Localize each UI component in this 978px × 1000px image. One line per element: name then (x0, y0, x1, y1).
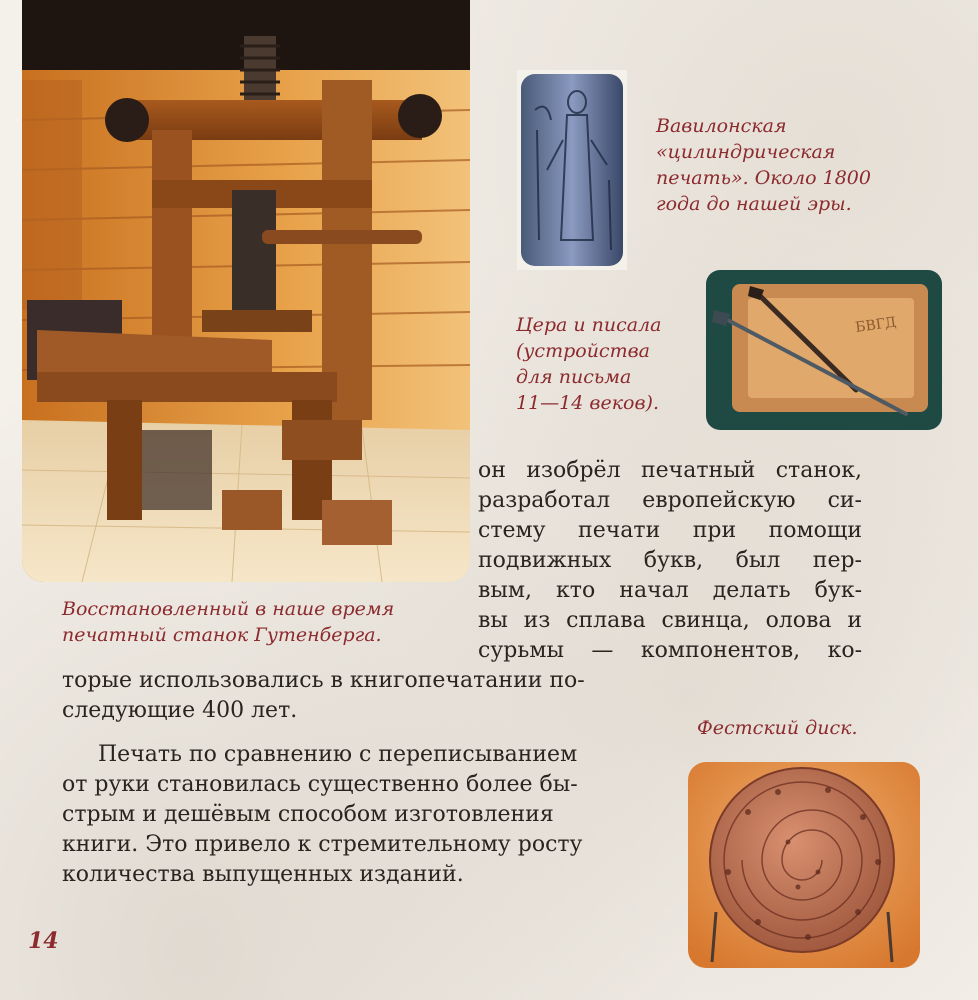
text-line: от руки становилась существенно более бы- (62, 772, 578, 797)
text-line: стему печати при помощи (478, 518, 862, 543)
press-caption (62, 596, 462, 648)
seal-caption-line: «цилиндрическая (656, 141, 836, 163)
text-line: Печать по сравнению с переписыванием (98, 742, 578, 767)
text-line: стрым и дешёвым способом изготовления (62, 802, 554, 827)
tablet-caption (516, 312, 706, 416)
tablet-caption-line: (устройства (516, 340, 650, 362)
text-line: он изобрёл печатный станок, (478, 458, 862, 483)
babylonian-seal-photo (517, 70, 627, 270)
body-paragraph-2 (62, 740, 666, 890)
text-line: вым, кто начал делать бук- (478, 578, 862, 603)
tablet-caption-line: для письма (516, 366, 632, 388)
press-caption-line: печатный станок Гутенберга. (62, 624, 382, 646)
text-line: сурьмы — компонентов, ко- (478, 638, 862, 663)
text-line: следующие 400 лет. (62, 698, 298, 723)
tablet-caption-line: 11—14 веков). (516, 392, 659, 414)
text-line: подвижных букв, был пер- (478, 548, 862, 573)
disc-caption: Фестский диск. (697, 717, 858, 739)
tablet-caption-line: Цера и писала (516, 314, 662, 336)
phaistos-disc-photo (688, 762, 920, 968)
text-line: книги. Это привело к стремительному росту (62, 832, 583, 857)
text-line: разработал европейскую си- (478, 488, 862, 513)
body-paragraph-1-bottom (62, 666, 585, 726)
page-number: 14 (28, 928, 59, 954)
seal-caption-line: года до нашей эры. (656, 193, 852, 215)
text-line: количества выпущенных изданий. (62, 862, 464, 887)
seal-caption (656, 113, 916, 217)
text-line: вы из сплава свинца, олова и (478, 608, 862, 633)
wax-tablet-photo (706, 270, 942, 430)
tablet-inscription: БВГД (854, 314, 898, 336)
body-paragraph-1-top (478, 456, 862, 666)
printing-press-photo (22, 0, 470, 582)
seal-caption-line: печать». Около 1800 (656, 167, 871, 189)
text-line: торые использовались в книгопечатании по- (62, 668, 585, 693)
seal-caption-line: Вавилонская (656, 115, 787, 137)
press-caption-line: Восстановленный в наше время (62, 598, 395, 620)
